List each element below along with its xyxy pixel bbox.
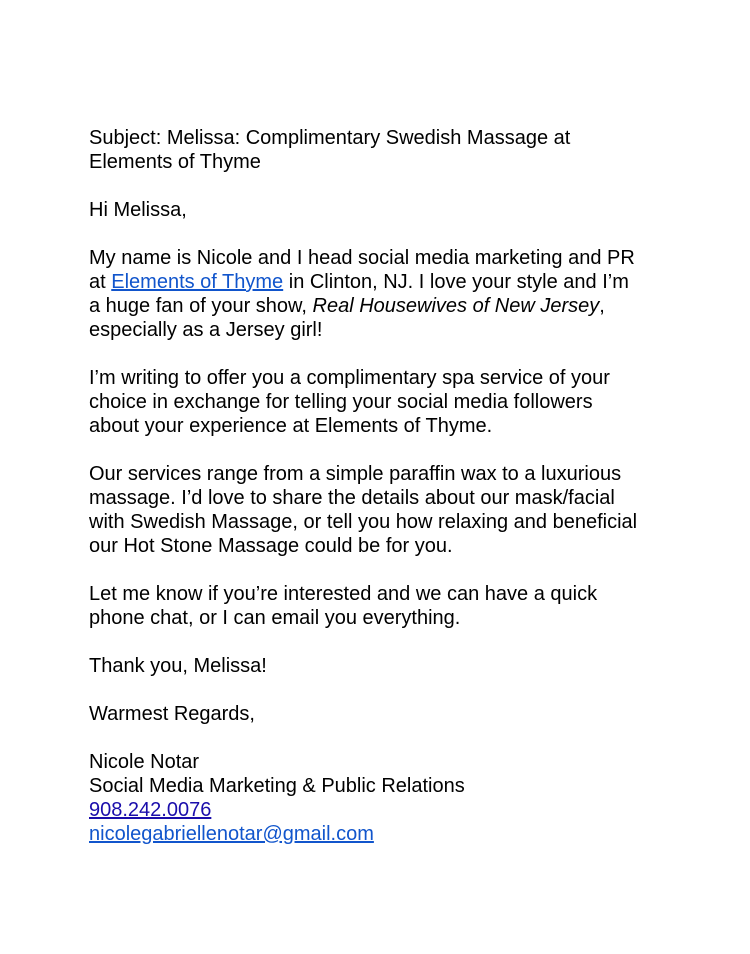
email-document [89,126,679,846]
intro-line-4: especially as a Jersey girl! [89,319,323,341]
cta-line-2: phone chat, or I can email you everything. [89,607,461,629]
thanks-block [89,654,679,678]
greeting-block [89,198,679,222]
email-link[interactable]: nicolegabriellenotar@gmail.com [89,823,374,845]
email-line [89,822,679,846]
services-line-3: with Swedish Massage, or tell you how relaxing and beneficial [89,511,638,533]
services-line-2: massage. I’d love to share the details about our mask/facial [89,487,615,509]
greeting: Hi Melissa, [89,199,187,221]
intro-line-3 [89,294,679,318]
intro-paragraph [89,246,679,342]
elements-of-thyme-link[interactable]: Elements of Thyme [111,271,284,293]
intro-line-2-prefix: at [89,271,112,293]
intro-line-2-suffix: in Clinton, NJ. I love your style and I’m [283,271,629,293]
closing-block [89,702,679,726]
intro-line-3-suffix: , [599,295,605,317]
signature-title: Social Media Marketing & Public Relations [89,775,465,797]
closing-line: Warmest Regards, [89,703,255,725]
intro-line-1: My name is Nicole and I head social media marketing and PR [89,247,635,269]
offer-line-2: choice in exchange for telling your social media followers [89,391,593,413]
phone-line [89,798,679,822]
intro-line-2 [89,270,679,294]
subject-line-2: Elements of Thyme [89,151,261,173]
show-title: Real Housewives of New Jersey [312,295,600,317]
signature-block [89,750,679,846]
offer-paragraph [89,366,679,438]
services-line-4: our Hot Stone Massage could be for you. [89,535,453,557]
services-line-1: Our services range from a simple paraffin wax to a luxurious [89,463,622,485]
services-paragraph [89,462,679,558]
cta-line-1: Let me know if you’re interested and we can have a quick [89,583,598,605]
offer-line-1: I’m writing to offer you a complimentary spa service of your [89,367,610,389]
subject-line-1: Subject: Melissa: Complimentary Swedish Massage at [89,127,571,149]
thanks-line: Thank you, Melissa! [89,655,267,677]
call-to-action-paragraph [89,582,679,630]
subject-block [89,126,679,174]
intro-line-3-prefix: a huge fan of your show, [89,295,313,317]
signature-name: Nicole Notar [89,751,200,773]
offer-line-3: about your experience at Elements of Thyme. [89,415,493,437]
phone-link[interactable]: 908.242.0076 [89,799,212,821]
